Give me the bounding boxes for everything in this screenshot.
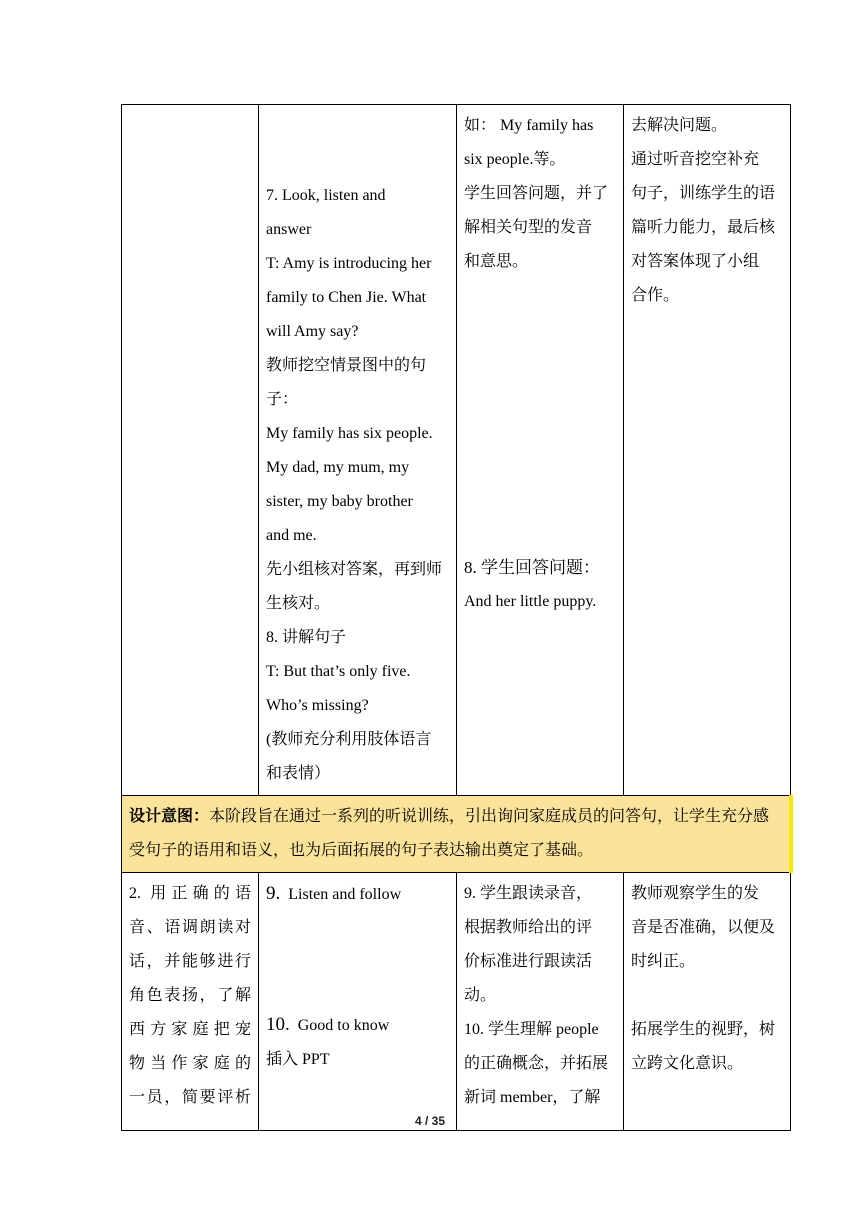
text-line: six people.等。 (464, 151, 566, 168)
text-line: and me. (266, 527, 317, 544)
text-line: 音、语调朗读对 (129, 919, 251, 936)
table-row (122, 873, 791, 1131)
text-line: T: But that’s only five. (266, 663, 411, 680)
text-line: 通过听音挖空补充 (631, 151, 760, 168)
design-note-cell (624, 873, 791, 1131)
text-line: 音是否准确，以便及 (631, 919, 776, 936)
text-line: T: Amy is introducing her (266, 255, 432, 272)
page-number: 4 / 35 (414, 1114, 446, 1128)
text-line: answer (266, 221, 312, 238)
text-line: 插入 PPT (266, 1051, 330, 1068)
text-line: 如： My family has (464, 117, 594, 134)
text-line: 教师观察学生的发 (631, 885, 760, 902)
text-line: 价标准进行跟读活 (464, 953, 593, 970)
text-line: (教师充分利用肢体语言 (266, 731, 432, 748)
text-line: 9. 学生跟读录音， (464, 885, 593, 902)
design-intent-cell (122, 796, 791, 873)
lesson-plan-table (121, 104, 793, 1131)
text-line: And her little puppy. (464, 593, 597, 610)
text-line: 的正确概念，并拓展 (464, 1055, 609, 1072)
text-line: 2. 用正确的语 (129, 885, 251, 902)
text-line: 和表情） (266, 765, 331, 782)
text-line: 物当作家庭的 (129, 1055, 251, 1072)
text-line: 一员，简要评析 (129, 1089, 251, 1106)
activity-item-10 (266, 1008, 449, 1043)
item-title: Listen and follow (288, 886, 402, 903)
text-line: 生核对。 (266, 595, 331, 612)
text-line: 篇听力能力，最后核 (631, 219, 776, 236)
student-activity-cell (457, 873, 624, 1131)
text-line: 根据教师给出的评 (464, 919, 593, 936)
text-line: 拓展学生的视野，树 (631, 1021, 776, 1038)
text-line: 8. 讲解句子 (266, 629, 347, 646)
text-line: 话，并能够进行 (129, 953, 251, 970)
text-line: My dad, my mum, my (266, 459, 410, 476)
text-line: 子： (266, 391, 299, 408)
text-line: family to Chen Jie. What (266, 289, 427, 306)
text-line: 先小组核对答案，再到师 (266, 561, 443, 578)
design-intent-text: 本阶段旨在通过一系列的听说训练，引出询问家庭成员的问答句，让学生充分感受句子的语用和语义，也为后面拓展的句子表达输出奠定了基础。 (129, 808, 770, 859)
text-line: will Amy say? (266, 323, 359, 340)
text-line: 10. 学生理解 people (464, 1021, 599, 1038)
teacher-activity-cell (259, 873, 457, 1131)
text-line: 合作。 (631, 287, 680, 304)
text-line: 句子，训练学生的语 (631, 185, 776, 202)
text-line: sister, my baby brother (266, 493, 413, 510)
student-activity-cell (457, 105, 624, 796)
text-line: 7. Look, listen and (266, 187, 386, 204)
text-line: 动。 (464, 987, 497, 1004)
item-number: 9. (266, 883, 281, 904)
item-title: Good to know (297, 1017, 390, 1034)
objective-cell (122, 105, 259, 796)
text-line: 8. 学生回答问题： (464, 558, 600, 577)
text-line: 对答案体现了小组 (631, 253, 760, 270)
text-line: 和意思。 (464, 253, 529, 270)
design-intent-label: 设计意图： (129, 808, 210, 825)
text-line: 西方家庭把宠 (129, 1021, 251, 1038)
objective-cell (122, 873, 259, 1131)
text-line: 教师挖空情景图中的句 (266, 357, 427, 374)
text-line: Who’s missing? (266, 697, 369, 714)
text-line: 学生回答问题，并了 (464, 185, 609, 202)
text-line: 去解决问题。 (631, 117, 728, 134)
text-line: 时纠正。 (631, 953, 696, 970)
table-row (122, 105, 791, 796)
text-line: 立跨文化意识。 (631, 1055, 744, 1072)
text-line: 新词 member，了解 (464, 1089, 601, 1106)
text-line: 角色表扬，了解 (129, 987, 251, 1004)
text-line: My family has six people. (266, 425, 433, 442)
table-row (122, 796, 791, 873)
item-number: 10. (266, 1014, 290, 1035)
teacher-activity-cell (259, 105, 457, 796)
text-line: 解相关句型的发音 (464, 219, 593, 236)
activity-item-9 (266, 877, 449, 912)
design-note-cell (624, 105, 791, 796)
